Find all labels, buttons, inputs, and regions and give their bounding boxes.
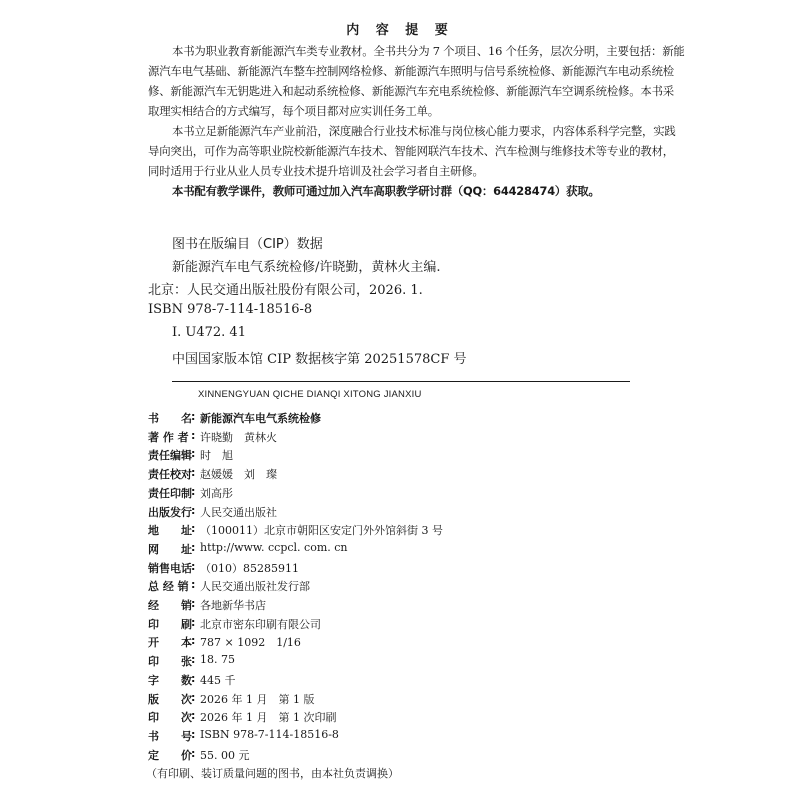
detail-label: 书 号 [148, 729, 192, 743]
courseware-note: 本书配有教学课件，教师可通过加入汽车高职教学研讨群（QQ：64428474）获取。 [172, 184, 600, 198]
detail-label: 印 张 [148, 655, 192, 669]
footer-note: （有印刷、装订质量问题的图书，由本社负责调换） [146, 767, 399, 781]
detail-value: 445 千 [200, 673, 236, 687]
detail-value: 刘高彤 [200, 486, 233, 500]
detail-label: 书 名 [148, 412, 192, 425]
detail-label: 定 价 [148, 748, 192, 762]
detail-value: 18. 75 [200, 653, 235, 667]
summary-line-6: 导向突出，可作为高等职业院校新能源汽车技术、智能网联汽车技术、汽车检测与维修技术等专业的教材， [148, 144, 674, 158]
detail-value: 时 旭 [200, 449, 233, 463]
summary-title: 内 容 提 要 [346, 23, 454, 38]
detail-value: 2026 年 1 月 第 1 次印刷 [200, 711, 337, 725]
pinyin-title: XINNENGYUAN QICHE DIANQI XITONG JIANXIU [198, 389, 422, 400]
detail-label: 版 次 [148, 692, 192, 706]
detail-value: （100011）北京市朝阳区安定门外外馆斜街 3 号 [200, 524, 443, 538]
detail-label: 印 次 [148, 711, 192, 725]
detail-value: http://www. ccpcl. com. cn [200, 540, 348, 554]
detail-label: 责任校对 [148, 468, 192, 482]
summary-line-7: 同时适用于行业从业人员专业技术提升培训及社会学习者自主研修。 [148, 164, 484, 178]
detail-label: 总 经 销 [148, 580, 189, 594]
cip-title-line: 新能源汽车电气系统检修/许晓勤，黄林火主编. [172, 260, 441, 275]
detail-value: 各地新华书店 [200, 599, 266, 612]
detail-value: （010）85285911 [200, 561, 299, 575]
cip-isbn-line: ISBN 978-7-114-18516-8 [148, 302, 313, 317]
summary-line-5: 本书立足新能源汽车产业前沿，深度融合行业技术标准与岗位核心能力要求，内容体系科学完整，实践 [172, 124, 676, 138]
detail-value: 北京市密东印刷有限公司 [200, 617, 321, 631]
detail-label: 著 作 者 [148, 430, 189, 444]
detail-value: 新能源汽车电气系统检修 [200, 412, 321, 425]
cip-record-line: 中国国家版本馆 CIP 数据核字第 20251578CF 号 [172, 352, 467, 367]
detail-label: 经 销 [148, 599, 192, 612]
detail-label: 责任编辑 [148, 449, 192, 463]
detail-label: 出版发行 [148, 505, 192, 519]
cip-classification-line: Ⅰ. U472. 41 [172, 325, 246, 340]
detail-label: 字 数 [148, 673, 192, 687]
detail-value: 人民交通出版社发行部 [200, 580, 310, 594]
summary-line-2: 源汽车电气基础、新能源汽车整车控制网络检修、新能源汽车照明与信号系统检修、新能源汽车电动系统检 [148, 64, 674, 78]
detail-value: 许晓勤 黄林火 [200, 430, 277, 444]
detail-label: 开 本 [148, 636, 192, 650]
detail-value: 2026 年 1 月 第 1 版 [200, 692, 315, 706]
cip-heading: 图书在版编目（CIP）数据 [172, 237, 323, 252]
detail-value: 787 × 1092 1/16 [200, 636, 301, 650]
summary-line-1: 本书为职业教育新能源汽车类专业教材。全书共分为 7 个项目、16 个任务，层次分明，主要包括：新能 [172, 44, 685, 58]
section-divider [172, 381, 630, 382]
detail-label: 地 址 [148, 524, 192, 538]
detail-value: 55. 00 元 [200, 748, 250, 762]
detail-value: 赵媛媛 刘 璨 [200, 468, 277, 482]
detail-value: 人民交通出版社 [200, 505, 277, 519]
summary-line-3: 修、新能源汽车无钥匙进入和起动系统检修、新能源汽车充电系统检修、新能源汽车空调系统检修。本书采 [148, 84, 674, 98]
detail-value: ISBN 978-7-114-18516-8 [200, 727, 339, 741]
detail-label: 销售电话 [148, 561, 192, 575]
summary-line-4: 取理实相结合的方式编写，每个项目都对应实训任务工单。 [148, 104, 439, 118]
detail-label: 责任印制 [148, 486, 192, 500]
cip-publisher-line: 北京：人民交通出版社股份有限公司，2026. 1. [148, 283, 423, 298]
detail-label: 网 址 [148, 542, 192, 556]
detail-label: 印 刷 [148, 617, 192, 631]
